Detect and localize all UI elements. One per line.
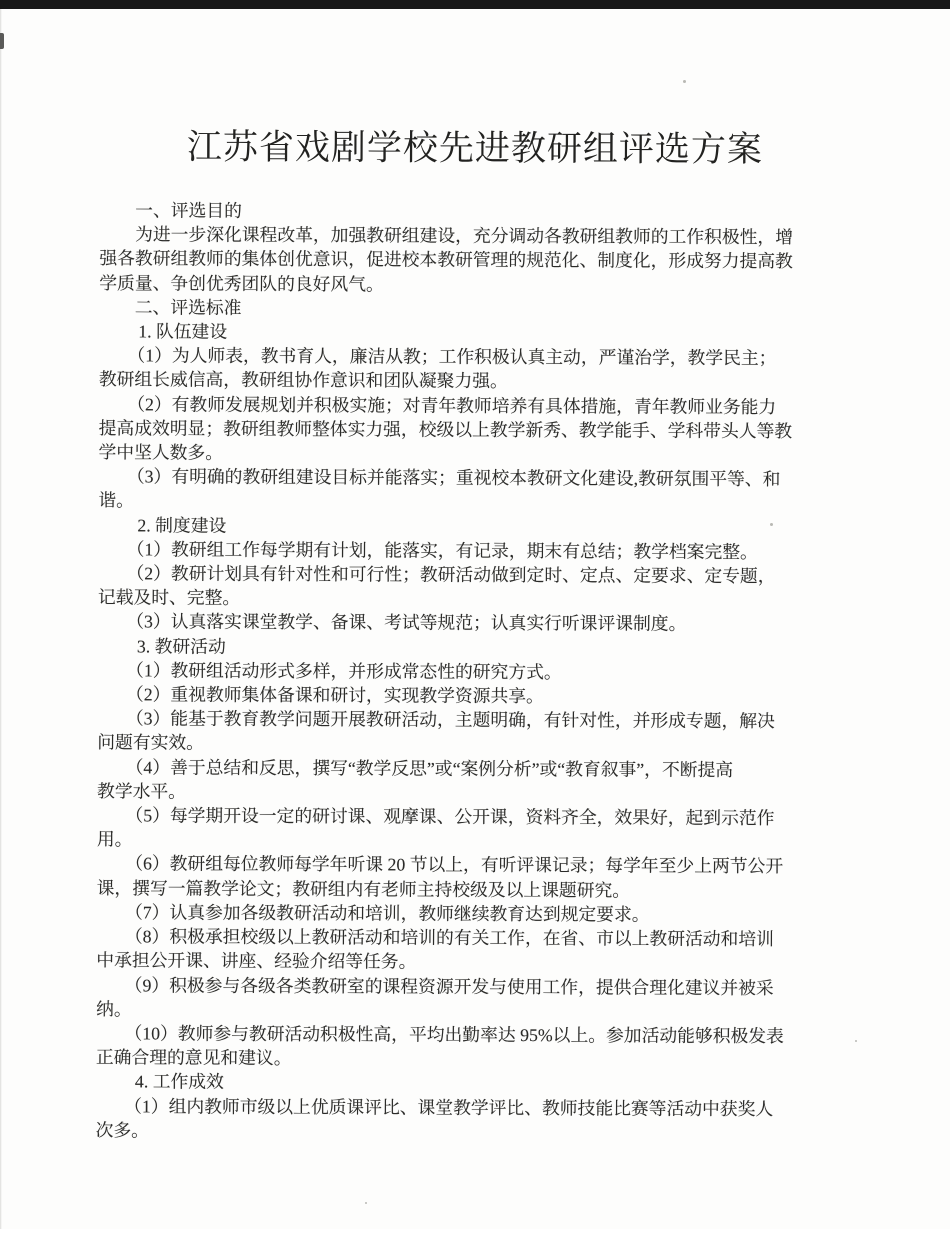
doc-line: 1. 队伍建设 <box>138 321 228 342</box>
doc-line: 教研组长威信高，教研组协作意识和团队凝聚力强。 <box>98 369 508 392</box>
doc-line: 二、评选标准 <box>134 297 242 318</box>
doc-line: 中承担公开课、讲座、经验介绍等任务。 <box>96 950 417 972</box>
doc-line: （1）组内教师市级以上优质课评比、课堂教学评比、教师技能比赛等活动中获奖人 <box>124 1095 774 1119</box>
doc-line: 强各教研组教师的集体创优意识，促进校本教研管理的规范化、制度化，形成努力提高教 <box>99 248 793 272</box>
doc-line: （5）每学期开设一定的研讨课、观摩课、公开课，资料齐全，效果好，起到示范作 <box>125 805 775 829</box>
doc-line: 提高成效明显；教研组教师整体实力强，校级以上教学新秀、教学能手、学科带头人等教 <box>98 417 793 442</box>
doc-line: 记载及时、完整。 <box>97 587 241 609</box>
doc-line: 2. 制度建设 <box>137 514 227 536</box>
doc-line: （2）有教师发展规划并积极实施；对青年教师培养有具体措施，青年教师业务能力 <box>127 393 777 417</box>
doc-line: 正确合理的意见和建议。 <box>95 1047 292 1069</box>
doc-line: 3. 教研活动 <box>136 635 226 657</box>
document-title: 江苏省戏剧学校先进教研组评选方案 <box>186 127 763 170</box>
doc-line: （9）积极参与各级各类教研室的课程资源开发与使用工作，提供合理化建议并被采 <box>124 974 774 998</box>
doc-line: 一、评选目的 <box>135 200 242 221</box>
doc-line: （6）教研组每位教师每学年听课 20 节以上，有听评课记录；每学年至少上两节公开 <box>125 853 784 877</box>
doc-line: （1）为人师表，教书育人，廉洁从教；工作积极认真主动，严谨治学，教学民主； <box>127 345 777 369</box>
doc-line: 问题有实效。 <box>97 732 205 754</box>
doc-line: （2）教研计划具有针对性和可行性；教研活动做到定时、定点、定要求、定专题， <box>126 563 776 587</box>
doc-line: 学中坚人数多。 <box>98 442 224 463</box>
doc-line: （1）教研组工作每学期有计划，能落实，有记录，期末有总结；教学档案完整。 <box>126 539 758 562</box>
doc-line: （8）积极承担校级以上教研活动和培训的有关工作，在省、市以上教研活动和培训 <box>124 926 774 950</box>
doc-body <box>96 198 816 1145</box>
doc-line: 为进一步深化课程改革，加强教研组建设，充分调动各教研组教师的工作积极性，增 <box>135 224 794 248</box>
doc-line: 谐。 <box>98 490 134 511</box>
doc-line: 学质量、争创优秀团队的良好风气。 <box>99 272 384 295</box>
doc-line: 纳。 <box>96 998 132 1020</box>
doc-line: （7）认真参加各级教研活动和培训，教师继续教育达到规定要求。 <box>124 902 650 925</box>
doc-line: 教学水平。 <box>97 781 187 802</box>
doc-line: （1）教研组活动形式多样，并形成常态性的研究方式。 <box>126 660 562 683</box>
doc-line: （3）能基于教育教学问题开展教研活动，主题明确，有针对性，并形成专题，解决 <box>125 708 775 732</box>
doc-line: 课，撰写一篇教学论文；教研组内有老师主持校级及以上课题研究。 <box>96 877 631 901</box>
doc-line: （4）善于总结和反思，撰写“教学反思”或“案例分析”或“教育叙事”，不断提高 <box>125 756 734 780</box>
doc-line: （3）认真落实课堂教学、备课、考试等规范；认真实行听课评课制度。 <box>126 611 687 635</box>
doc-line: 4. 工作成效 <box>134 1071 224 1093</box>
doc-line: （10）教师参与教研活动积极性高，平均出勤率达 95%以上。参加活动能够积极发表 <box>124 1023 784 1047</box>
doc-line: 用。 <box>96 829 133 850</box>
doc-line: （3）有明确的教研组建设目标并能落实；重视校本教研文化建设,教研氛围平等、和 <box>126 466 781 490</box>
doc-line: （2）重视教师集体备课和研讨，实现教学资源共享。 <box>125 684 544 707</box>
doc-line: 次多。 <box>95 1119 149 1141</box>
